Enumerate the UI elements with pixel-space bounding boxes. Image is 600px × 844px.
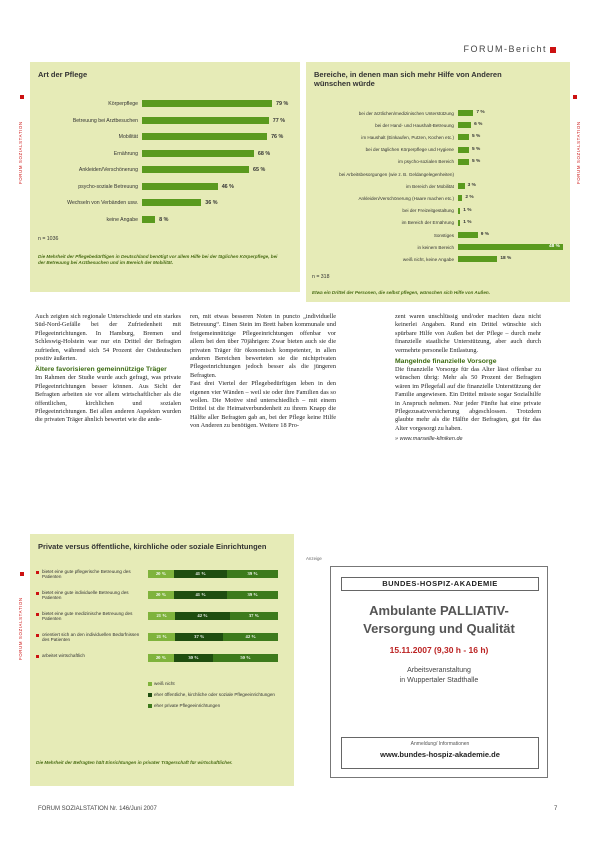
ad-date: 15.11.2007 (9,30 h - 16 h) <box>389 645 489 655</box>
stacked-segment: 39 % <box>227 570 278 578</box>
bar-label: Körperpflege <box>108 101 138 107</box>
paragraph: zent waren unschlüssig und/oder machten dazu nicht keinerlei Angaben. Rund ein Drittel wünschte sich spürbare Hilfe von Außen bei der Pflege – durch mehr finanzielle staatliche Unterstützung, aber auch durch vermehrte personelle Entlastung. <box>395 313 541 354</box>
bar <box>458 208 460 214</box>
bar-label: im Bereich der Mobilität <box>406 183 454 189</box>
subheading: Ältere favorisieren gemeinnützige Träger <box>35 366 167 374</box>
bar-label: Mobilität <box>118 134 138 140</box>
legend-swatch <box>148 704 152 708</box>
ad-info-label: Anmeldung/ Informationen <box>410 741 470 747</box>
footer-publication: FORUM SOZIALSTATION Nr. 146/Juni 2007 <box>38 806 157 812</box>
row-bullet-icon <box>36 571 39 574</box>
stacked-segment: 42 % <box>175 612 230 620</box>
bar-value: 5 % <box>471 158 481 164</box>
chart-caption: Die Mehrheit der Pflegebedürftigen in Deutschland benötigt vor allem Hilfe bei der täglichen Körperpflege, bei der Betreuung bei Arztbesuchen und im Bereich der Mobilität. <box>38 254 278 265</box>
legend-label: eher öffentliche, kirchliche oder soziale Pflegeeinrichtungen <box>154 692 275 697</box>
bar-label: bei der Hand- und Haushalt-Betreuung <box>375 122 454 128</box>
stacked-segment: 41 % <box>174 591 227 599</box>
chart-plot <box>30 568 294 748</box>
bar-value: 1 % <box>463 219 472 225</box>
bar <box>458 122 471 128</box>
bar-label: keine Angabe <box>106 216 138 223</box>
stacked-segment: 37 % <box>175 633 223 641</box>
stacked-segment: 39 % <box>227 591 278 599</box>
bar <box>458 195 462 201</box>
sample-size: n = 318 <box>312 274 330 280</box>
bar-value: 68 % <box>257 150 271 157</box>
bar-label: Ernährung <box>113 150 138 157</box>
row-label: arbeitet wirtschaftlich <box>42 653 85 658</box>
legend-swatch <box>148 682 152 686</box>
stacked-segment: 20 % <box>148 570 174 578</box>
paragraph: Die finanzielle Vorsorge für das Alter lässt offenbar zu wünschen übrig: Mehr als 50 Prozent der Befragten wären im Pflegefall auf die finanzielle Unterstützung der Familie angewiesen. Ein Drittel müsste sogar Sozialhilfe in Anspruch nehmen. Nur jeder Fünfte hat eine private Pflegezusatzversicherung abgeschlossen. Trotzdem glaubte mehr als die Hälfte der Befragten, gut für das Alter vorgesorgt zu haben. <box>395 366 541 432</box>
row-label: bietet eine gute pflegerische Betreuung des Patienten <box>42 569 131 580</box>
bar-value: 79 % <box>276 101 289 107</box>
bar-value: 7 % <box>476 110 485 115</box>
bar <box>458 134 469 140</box>
row-label: bietet eine gute medizinische Betreuung des Patienten <box>42 611 133 622</box>
ad-label: Anzeige <box>306 556 322 561</box>
paragraph: ren, mit etwas besseren Noten in puncto „individuelle Betreuung“. Einen Stein im Brett haben kommunale und freigemeinnützige Pflegeeinrichtungen offenbar vor allem bei den über 70jährigen: Zwar bieten auch sie die privaten Träger für ökonomisch kompetenter, in allen anderen Bereichen bewerteten sie die nichtprivaten Pflegeeinrichtungen jedoch besser als die jüngeren Befragten. <box>190 313 336 379</box>
bar-label: bei der ärztlichen/medizinischen Unterstützung <box>358 110 454 116</box>
row-label: orientiert sich an den individuellen Bedürfnissen des Patienten <box>42 632 140 643</box>
row-bullet-icon <box>36 592 39 595</box>
page-number: 7 <box>554 806 558 812</box>
bar <box>142 166 249 173</box>
bar-value: 5 % <box>471 146 481 152</box>
ad-org-banner: BUNDES-HOSPIZ-AKADEMIE <box>341 577 539 591</box>
bar <box>142 199 201 206</box>
bar-label: bei der täglichen Körperpflege und Hygiene <box>365 147 454 153</box>
side-marker-icon <box>20 95 24 99</box>
bar-value: 8 % <box>159 216 169 223</box>
source-link[interactable]: » www.marseille-kliniken.de <box>395 436 463 443</box>
legend-item <box>148 692 288 697</box>
bar-label: Betreuung bei Arztbesuchen <box>72 117 138 124</box>
bar <box>458 256 497 262</box>
bar <box>458 159 469 165</box>
bar-value: 6 % <box>474 122 483 128</box>
stacked-segment: 50 % <box>213 654 278 662</box>
bar-value: 77 % <box>272 117 285 124</box>
row-bullet-icon <box>36 655 39 658</box>
subheading: Mangelnde finanzielle Vorsorge <box>395 358 497 366</box>
bar <box>458 183 465 189</box>
legend-label: weiß nicht <box>154 681 175 686</box>
side-marker-icon <box>573 95 577 99</box>
bar-value: 65 % <box>252 167 266 173</box>
ad-event-line-1: Arbeitsveranstaltung <box>407 667 471 674</box>
stacked-segment: 42 % <box>223 633 278 641</box>
bar <box>458 220 460 226</box>
bar <box>458 232 478 238</box>
advertisement[interactable] <box>330 566 548 778</box>
paragraph: Auch zeigten sich regionale Unterschiede und ein starkes Süd-Nord-Gefälle bei der Zufriedenheit mit Pflegeeinrichtungen. In Hamburg, Bremen und Schleswig-Holstein war nur ein Drittel der Befragten zufrieden, während sich 54 Prozent der Ostdeutschen positiv äußerten. <box>35 313 181 363</box>
bar-label: Sonstiges <box>433 232 454 238</box>
bar-label: bei Arbeitsbesorgungen (wie z. B. Geldangelegenheiten) <box>339 171 454 177</box>
chart-art-der-pflege <box>30 62 300 292</box>
bar-value: 76 % <box>271 134 284 140</box>
bar-value: 18 % <box>500 256 512 262</box>
bar-label: Ankleiden/Verschönerung (Haare machen etc.) <box>358 195 454 201</box>
bar-label: bei der Freizeitgestaltung <box>402 208 454 214</box>
legend-swatch <box>148 693 152 697</box>
red-square-icon <box>550 47 556 53</box>
bar <box>142 117 269 124</box>
bar <box>458 147 469 153</box>
side-marker-icon <box>20 572 24 576</box>
bar-value: 9 % <box>480 232 489 237</box>
chart-bereiche-hilfe <box>306 62 570 302</box>
bar-value: 1 % <box>463 207 472 213</box>
ad-title-line-2: Versorgung und Qualität <box>363 621 515 636</box>
paragraph: Fast drei Viertel der Pflegebedürftigen leben in den eigenen vier Wänden – weil sie oder ihre Familien das so wollen. Die Motive sind unterschiedlich – mit einem Drittel ist die Heimatverbundenheit zu ihrem Knapp die Hälfte aller Befragten gab an, bei der Pflege keine Hilfe von Anderen zu benötigen. Weitere 18 Pro- <box>190 380 336 430</box>
bar-label: weiß nicht, keine Angabe <box>402 256 454 262</box>
text-column-3 <box>395 313 541 444</box>
chart-title: Bereiche, in denen man sich mehr Hilfe von Anderen wünschen würde <box>314 70 502 88</box>
row-bullet-icon <box>36 634 39 637</box>
sample-size: n = 1036 <box>38 236 59 242</box>
chart-title: Private versus öffentliche, kirchliche oder soziale Einrichtungen <box>38 542 267 551</box>
bar-value: 48 % <box>549 244 560 250</box>
stacked-segment: 41 % <box>174 570 227 578</box>
ad-event-line-2: in Wuppertaler Stadthalle <box>399 677 479 684</box>
bar <box>142 100 272 107</box>
bar <box>142 216 155 223</box>
bar-value: 46 % <box>221 183 234 190</box>
bar-label: im psycho-sozialen Bereich <box>398 159 454 165</box>
legend-item <box>148 703 288 708</box>
chart-privat-vs-oeffentlich <box>30 534 294 786</box>
chart-caption: Etwa ein Drittel der Personen, die selbst pflegen, wünschen sich Hilfe von Außen. <box>312 290 491 295</box>
bar-label: im Haushalt (Einkaufen, Putzen, Kochen etc.) <box>361 134 454 140</box>
ad-title-line-1: Ambulante PALLIATIV- <box>369 603 509 618</box>
stacked-segment: 20 % <box>148 591 174 599</box>
chart-title: Art der Pflege <box>38 70 88 79</box>
chart-caption: Die Mehrheit der Befragten hält Einrichtungen in privater Trägerschaft für wirtschaftlicher. <box>36 760 233 765</box>
paragraph: Im Rahmen der Studie wurde auch gefragt, was private Pflegeeinrichtungen besser können. Aus Sicht der Befragten arbeiten sie vor allem wirtschaftlicher als die öffentlichen, kirchlichen und sozialen Pflegeeinrichtungen. Bei allen anderen Aspekten wurden die privaten Träger ähnlich bewertet wie die ande- <box>35 374 181 424</box>
side-label: FORUM SOZIALSTATION <box>18 597 23 660</box>
bar <box>142 133 267 140</box>
side-label: FORUM SOZIALSTATION <box>576 121 581 184</box>
ad-url[interactable]: www.bundes-hospiz-akademie.de <box>380 750 500 759</box>
chart-plot <box>306 110 570 280</box>
bar <box>142 150 254 157</box>
bar <box>458 244 563 250</box>
bar <box>458 110 473 116</box>
legend-label: eher private Pflegeeinrichtungen <box>154 703 221 708</box>
legend-item <box>148 681 288 686</box>
bar-value: 36 % <box>205 200 218 206</box>
ad-info-box <box>341 737 539 769</box>
text-column-2 <box>190 313 336 431</box>
stacked-segment: 30 % <box>174 654 213 662</box>
bar-label: Wechseln von Verbänden usw. <box>67 200 138 206</box>
bar-value: 3 % <box>467 183 476 189</box>
bar-label: psycho-soziale Betreuung <box>78 183 138 190</box>
row-label: bietet eine gute individuelle Betreuung des Patienten <box>42 590 129 601</box>
bar <box>142 183 218 190</box>
bar-value: 5 % <box>471 134 481 140</box>
bar-label: im Bereich der Ernährung <box>401 220 454 226</box>
text-column-1 <box>35 313 181 425</box>
bar-label: Ankleiden/Verschönerung <box>78 167 138 173</box>
stacked-segment: 20 % <box>148 654 174 662</box>
row-bullet-icon <box>36 613 39 616</box>
section-header: FORUM-Bericht <box>463 44 556 54</box>
stacked-segment: 37 % <box>230 612 278 620</box>
bar-value: 2 % <box>465 195 474 201</box>
link-text: www.marseille-kliniken.de <box>399 436 463 443</box>
side-label: FORUM SOZIALSTATION <box>18 121 23 184</box>
stacked-segment: 21 % <box>148 612 175 620</box>
bar-label: in keinem Bereich <box>417 244 454 250</box>
chart-plot <box>30 100 300 250</box>
stacked-segment: 21 % <box>148 633 175 641</box>
